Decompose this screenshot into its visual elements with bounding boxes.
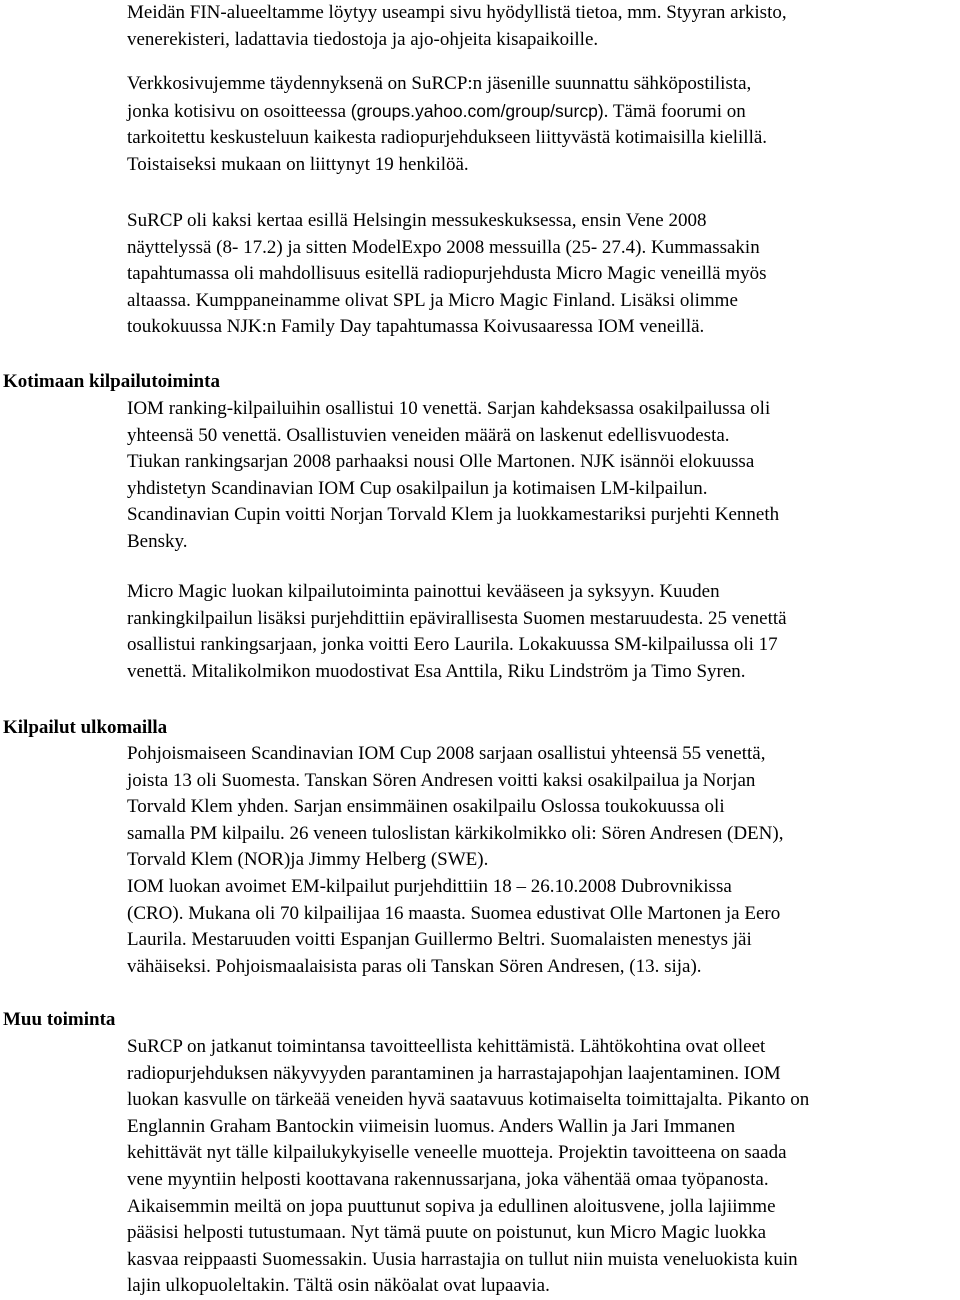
abroad-paragraph-1: Pohjoismaiseen Scandinavian IOM Cup 2008 sarjaan osallistui yhteensä 55 venettä, joista 13 oli Suomesta. Tanskan Sören Andresen voitti kaksi osakilpailua ja Norjan Torvald Klem yhden. Sarjan ensimmäinen osakilpailu Oslossa toukokuussa oli samalla PM kilpailu. 26 veneen tuloslistan kärkikolmikko oli: Sören Andresen (DEN), Torvald Klem (NOR)ja Jimmy Helberg (SWE). — [127, 743, 784, 871]
intro-paragraph-2 — [127, 71, 957, 178]
intro-paragraph-1: Meidän FIN-alueeltamme löytyy useampi sivu hyödyllistä tietoa, mm. Styyran arkisto, venerekisteri, ladattavia tiedostoja ja ajo-ohjeita kisapaikoille. — [127, 2, 787, 50]
intro-paragraph-2-text-a: Verkkosivujemme täydennyksenä on SuRCP:n jäsenille suunnattu sähköpostilista, jonka kotisivu on osoitteessa — [127, 73, 752, 122]
other-heading: Muu toiminta — [3, 1009, 116, 1030]
domestic-paragraph-2: Micro Magic luokan kilpailutoiminta painottui kevääseen ja syksyyn. Kuuden rankingkilpailun lisäksi purjehdittiin epävirallisesta Suomen mestaruudesta. 25 venettä osallistui rankingsarjaan, jonka voitti Eero Laurila. Lokakuussa SM-kilpailussa oli 17 venettä. Mitalikolmikon muodostivat Esa Anttila, Riku Lindström ja Timo Syren. — [127, 581, 787, 682]
other-paragraph-1: SuRCP on jatkanut toimintansa tavoitteellista kehittämistä. Lähtökohtina ovat olleet radiopurjehduksen näkyvyyden parantaminen ja harrastajapohjan laajentaminen. IOM luokan kasvulle on tärkeää veneiden hyvä saatavuus kotimaiselta toimittajalta. Pikanto on Englannin Graham Bantockin viimeisin luomus. Anders Wallin ja Jari Immanen kehittävät nyt tälle kilpailukykyiselle veneelle muotteja. Projektin tavoitteena on saada vene myyntiin helposti koottavana rakennussarjana, joka vähentää omaa työpanosta. Aikaisemmin meiltä on jopa puuttunut sopiva ja edullinen aloitusvene, jolla lajiimme pääsisi helposti tutustumaan. Nyt tämä puute on poistunut, kun Micro Magic luokka kasvaa reippaasti Suomessakin. Uusia harrastajia on tullut niin muista veneluokista kuin lajin ulkopuoleltakin. Tältä osin näköalat ovat lupaavia. — [127, 1036, 810, 1297]
intro-paragraph-2-text-b: . Tämä foorumi on tarkoitettu keskusteluun kaikesta radiopurjehdukseen liittyvästä kotimaisilla kielillä. Toistaiseksi mukaan on liittynyt 19 henkilöä. — [127, 100, 768, 175]
abroad-heading: Kilpailut ulkomailla — [3, 717, 168, 738]
mailing-list-url: (groups.yahoo.com/group/surcp) — [350, 100, 604, 121]
abroad-paragraph-2: IOM luokan avoimet EM-kilpailut purjehdittiin 18 – 26.10.2008 Dubrovnikissa (CRO). Mukana oli 70 kilpailijaa 16 maasta. Suomea edustivat Olle Martonen ja Eero Laurila. Mestaruuden voitti Espanjan Guillermo Beltri. Suomalaisten menestys jäi vähäiseksi. Pohjoismaalaisista paras oli Tanskan Sören Andresen, (13. sija). — [127, 876, 781, 977]
intro-paragraph-3: SuRCP oli kaksi kertaa esillä Helsingin messukeskuksessa, ensin Vene 2008 näyttelyssä (8- 17.2) ja sitten ModelExpo 2008 messuilla (25- 27.4). Kummassakin tapahtumassa oli mahdollisuus esitellä radiopurjehdusta Micro Magic veneillä myös altaassa. Kumppaneinamme olivat SPL ja Micro Magic Finland. Lisäksi olimme toukokuussa NJK:n Family Day tapahtumassa Koivusaaressa IOM veneillä. — [127, 210, 767, 338]
domestic-paragraph-1: IOM ranking-kilpailuihin osallistui 10 venettä. Sarjan kahdeksassa osakilpailussa oli yhteensä 50 venettä. Osallistuvien veneiden määrä on laskenut edellisvuodesta. Tiukan rankingsarjan 2008 parhaaksi nousi Olle Martonen. NJK isännöi elokuussa yhdistetyn Scandinavian IOM Cup osakilpailun ja kotimaisen LM-kilpailun. Scandinavian Cupin voitti Norjan Torvald Klem ja luokkamestariksi purjehti Kenneth Bensky. — [127, 398, 780, 552]
domestic-heading: Kotimaan kilpailutoiminta — [3, 371, 220, 392]
